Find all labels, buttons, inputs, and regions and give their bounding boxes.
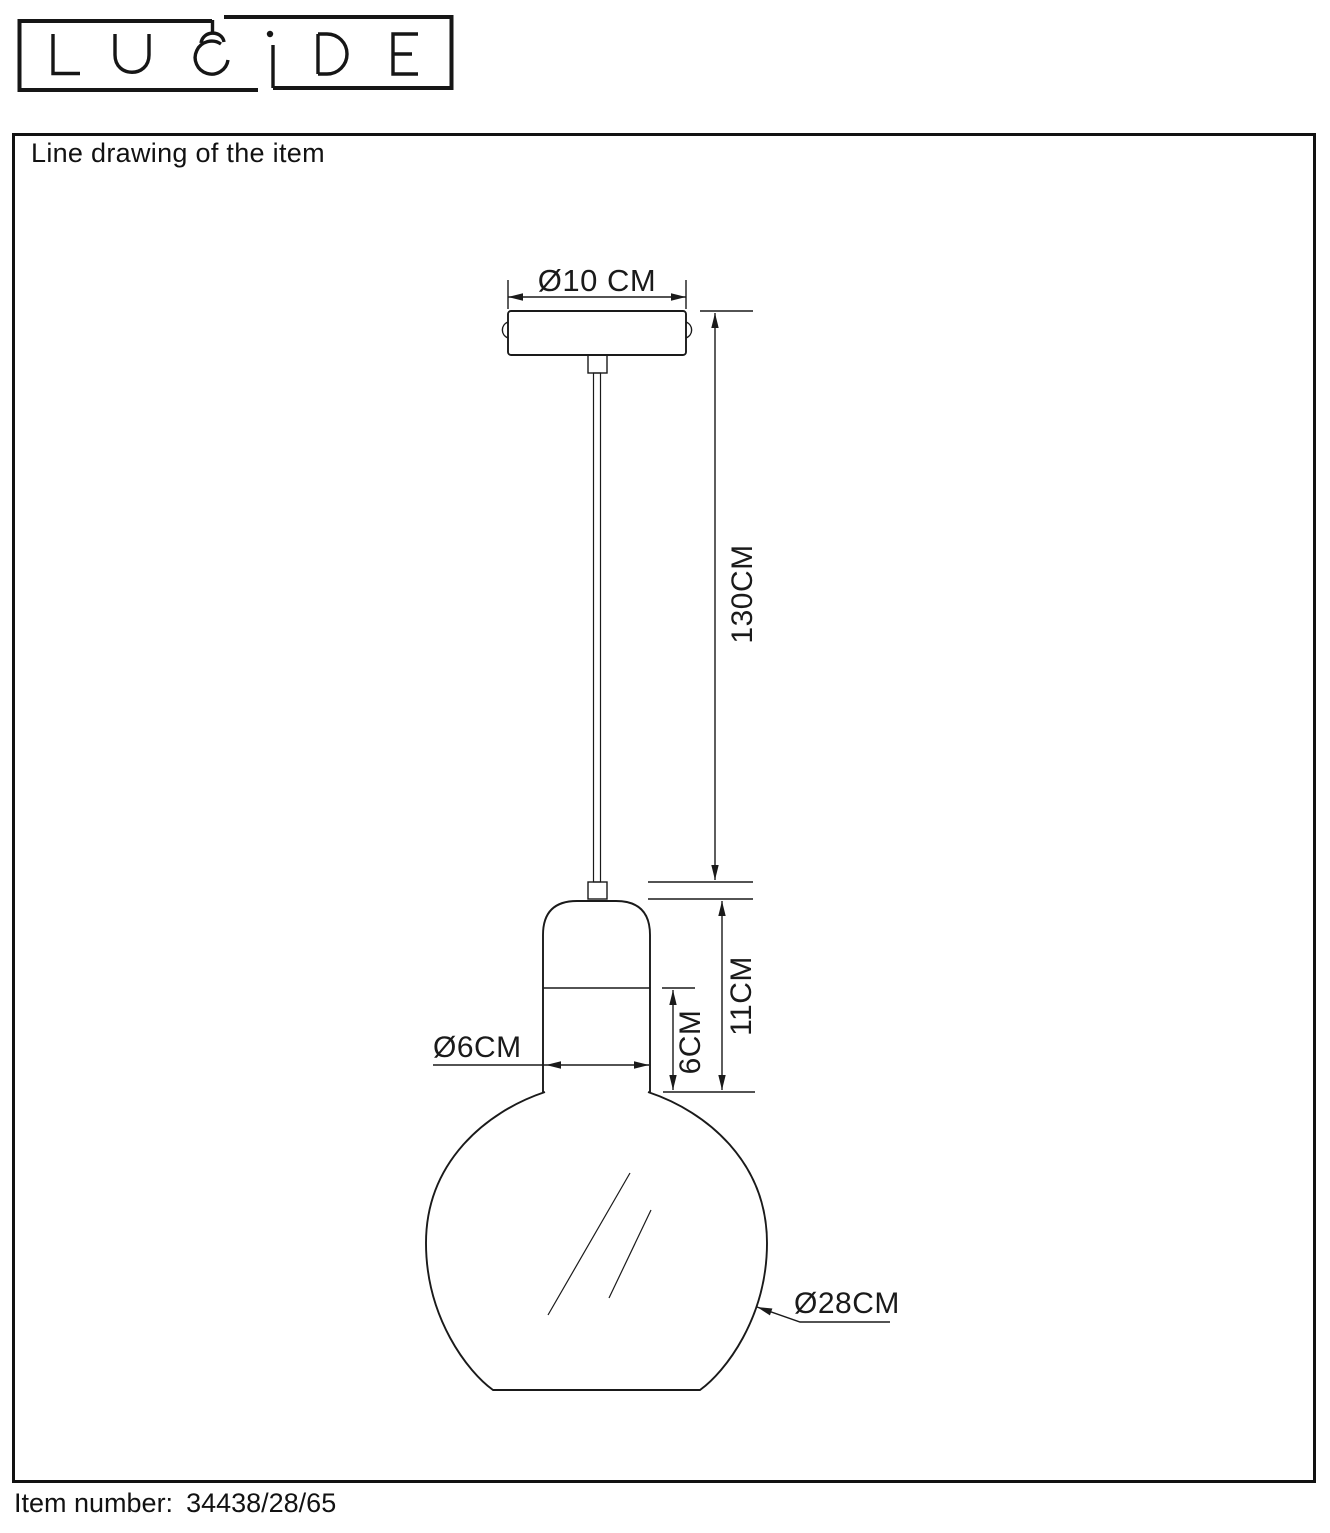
cable-connector	[588, 882, 607, 899]
item-number-row	[14, 1488, 336, 1519]
line-drawing	[15, 136, 1313, 1480]
suspension-length-label: 130CM	[726, 544, 759, 644]
panel-title: Line drawing of the item	[31, 138, 325, 168]
letter-l	[53, 34, 80, 74]
socket-diameter-label: Ø6CM	[433, 1031, 522, 1064]
dim-socket-lower-height	[662, 988, 707, 1090]
dim-socket-diameter	[433, 1031, 649, 1065]
letter-d	[318, 34, 347, 74]
item-number-label: Item number:	[14, 1488, 174, 1518]
canopy-diameter-label: Ø10 CM	[537, 263, 657, 298]
letter-i-dot	[267, 31, 273, 37]
socket-lower-height-label: 6CM	[674, 1009, 707, 1075]
lamp-socket	[543, 901, 650, 1092]
ceiling-canopy	[502, 311, 691, 355]
logo-letters	[53, 31, 418, 88]
shade-reflections	[548, 1173, 651, 1315]
glass-shade	[426, 1092, 767, 1390]
socket-height-label: 11CM	[725, 956, 758, 1036]
item-number-value: 34438/28/65	[186, 1488, 337, 1518]
dim-shade-diameter	[757, 1287, 900, 1322]
drawing-panel	[12, 133, 1316, 1483]
letter-e	[393, 34, 418, 74]
cord-grip	[588, 355, 607, 373]
lucide-logo	[0, 0, 470, 102]
dim-suspension-length	[648, 311, 759, 882]
logo-frame	[20, 17, 452, 90]
shade-diameter-label: Ø28CM	[794, 1287, 900, 1320]
suspension-cable	[594, 373, 601, 882]
letter-c	[195, 41, 228, 74]
dim-canopy-diameter	[508, 263, 686, 309]
letter-u	[115, 34, 149, 72]
